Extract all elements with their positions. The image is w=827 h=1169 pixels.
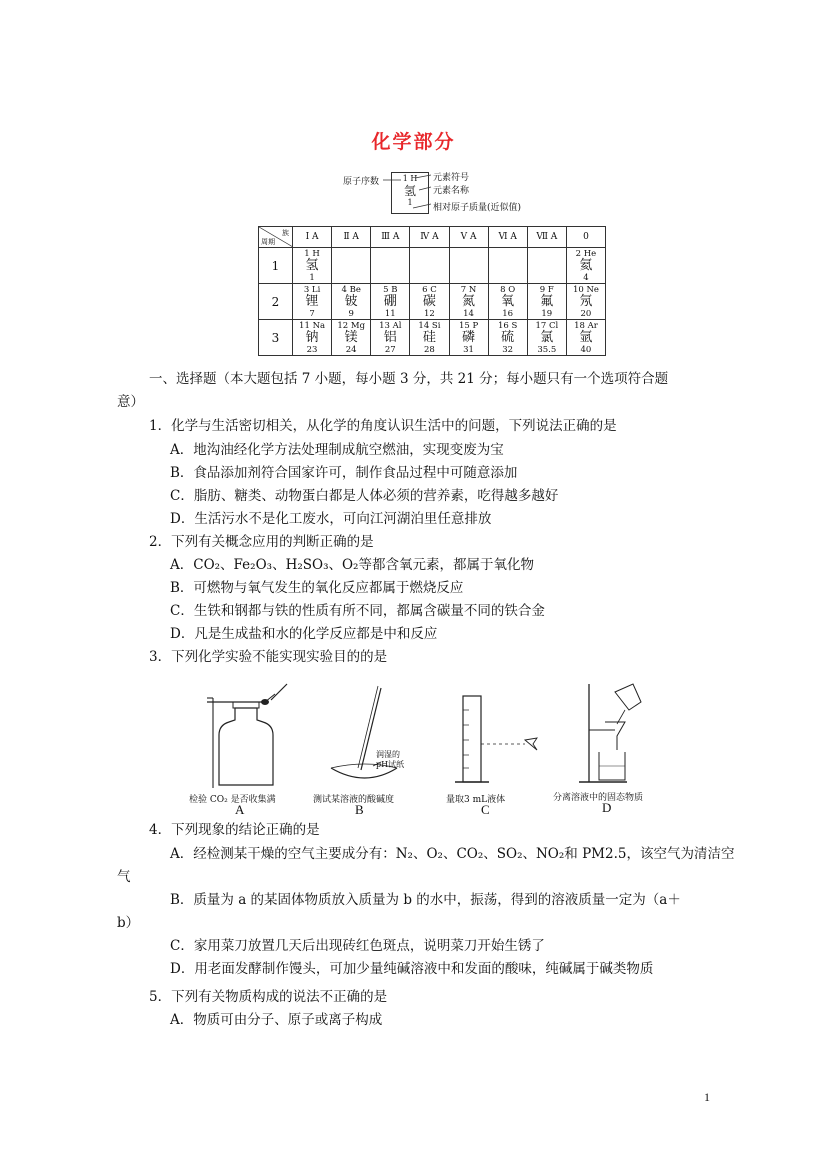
element-name: 硅 (422, 329, 436, 345)
q3-figure (185, 680, 675, 820)
element-name: 氮 (462, 293, 476, 309)
element-num: 9 F (539, 284, 554, 295)
element-cell (449, 284, 488, 320)
legend-mass-label: 相对原子质量(近似值) (433, 203, 522, 213)
period-row (259, 284, 606, 320)
ph-paper-label-2: pH试纸 (376, 760, 405, 769)
ph-paper-label-1: 润湿的 (376, 750, 400, 759)
q5-option-a: A．物质可由分子、原子或离子构成 (170, 1012, 383, 1028)
caption-a: 检验 CO₂ 是否收集满 (189, 795, 276, 805)
q1-option-b: B．食品添加剂符合国家许可，制作食品过程中可随意添加 (170, 465, 518, 481)
q4-stem: 4．下列现象的结论正确的是 (149, 822, 320, 838)
element-name: 氯 (540, 329, 554, 345)
element-name: 氦 (579, 257, 593, 273)
q4-option-a-line1: A．经检测某干燥的空气主要成分有：N₂、O₂、CO₂、SO₂、NO₂和 PM2.5，该空气为清洁空 (170, 846, 735, 862)
element-name: 氟 (540, 293, 554, 309)
element-mass: 14 (463, 308, 474, 319)
element-cell (410, 320, 449, 356)
q2-option-a: A．CO₂、Fe₂O₃、H₂SO₃、O₂等都含氧元素，都属于氧化物 (170, 557, 534, 573)
element-num: 3 Li (303, 284, 321, 295)
element-num: 12 Mg (337, 320, 366, 331)
element-name: 硼 (383, 293, 397, 309)
element-name: 氧 (501, 293, 515, 309)
group-header: Ⅲ A (371, 227, 410, 248)
element-mass: 19 (541, 308, 553, 319)
element-num: 2 He (575, 248, 597, 259)
period-row (259, 248, 606, 284)
element-name: 磷 (462, 329, 476, 345)
q4-option-b-line1: B．质量为 a 的某固体物质放入质量为 b 的水中，振荡，得到的溶液质量一定为（a＋ (170, 892, 681, 908)
element-name: 硫 (501, 329, 515, 345)
legend-sample-mass: 1 (407, 198, 413, 207)
group-header: Ⅰ A (293, 227, 332, 248)
group-header: Ⅱ A (332, 227, 371, 248)
group-header: Ⅳ A (410, 227, 449, 248)
legend-symbol-label: 元素符号 (433, 173, 470, 183)
element-cell (332, 284, 371, 320)
legend-sample-name: 氢 (403, 184, 416, 198)
element-num: 18 Ar (574, 320, 598, 331)
period-label: 3 (259, 320, 293, 356)
element-num: 16 S (498, 320, 518, 331)
table-corner (259, 227, 293, 248)
element-num: 10 Ne (572, 284, 599, 295)
element-cell (410, 248, 449, 284)
letter-a: A (235, 802, 245, 817)
element-legend (343, 170, 543, 216)
element-num: 8 O (500, 284, 516, 295)
letter-d: D (602, 800, 612, 815)
element-mass: 20 (580, 308, 592, 319)
element-cell (332, 248, 371, 284)
q1-option-d: D．生活污水不是化工废水，可向江河湖泊里任意排放 (170, 511, 492, 527)
q2-option-c: C．生铁和钢都与铁的性质有所不同，都属含碳量不同的铁合金 (170, 603, 545, 619)
corner-group-label: 族 (282, 229, 289, 237)
element-cell (527, 320, 566, 356)
q1-stem: 1．化学与生活密切相关，从化学的角度认识生活中的问题，下列说法正确的是 (149, 418, 617, 434)
element-num: 1 H (304, 248, 320, 259)
element-num: 6 C (422, 284, 437, 295)
element-num: 5 B (383, 284, 398, 295)
element-mass: 23 (306, 344, 318, 355)
caption-c: 量取3 mL液体 (446, 795, 506, 805)
element-cell (527, 248, 566, 284)
q5-stem: 5．下列有关物质构成的说法不正确的是 (149, 989, 388, 1005)
element-cell (371, 320, 410, 356)
section-heading-line2: 意） (117, 394, 144, 410)
graduated-cylinder-drawing (445, 680, 545, 790)
element-cell (527, 284, 566, 320)
element-name: 锂 (305, 293, 319, 309)
q4-option-a-line2: 气 (117, 869, 131, 885)
element-cell (488, 320, 527, 356)
element-cell (488, 248, 527, 284)
element-num: 4 Be (341, 284, 361, 295)
q1-option-c: C．脂肪、糖类、动物蛋白都是人体必须的营养素，吃得越多越好 (170, 488, 559, 504)
legend-left-label: 原子序数 (343, 177, 380, 187)
element-mass: 40 (580, 344, 592, 355)
element-name: 钠 (305, 329, 319, 345)
period-row (259, 320, 606, 356)
element-name: 铝 (383, 329, 397, 345)
element-name: 碳 (422, 293, 436, 309)
q2-stem: 2．下列有关概念应用的判断正确的是 (149, 534, 374, 550)
element-mass: 31 (463, 344, 474, 355)
period-label: 1 (259, 248, 293, 284)
element-cell (488, 284, 527, 320)
period-label: 2 (259, 284, 293, 320)
element-cell (371, 284, 410, 320)
q3-stem: 3．下列化学实验不能实现实验目的的是 (149, 649, 388, 665)
filtration-drawing (575, 680, 685, 790)
element-name: 氖 (579, 293, 593, 309)
element-num: 17 Cl (535, 320, 559, 331)
element-name: 铍 (344, 293, 358, 309)
element-mass: 16 (502, 308, 514, 319)
element-mass: 27 (384, 344, 396, 355)
element-mass: 35.5 (537, 344, 557, 355)
element-name: 镁 (344, 329, 358, 345)
element-cell (293, 248, 332, 284)
q2-option-b: B．可燃物与氧气发生的氧化反应都属于燃烧反应 (170, 580, 464, 596)
corner-period-label: 周期 (261, 238, 275, 246)
page-number: 1 (704, 1090, 710, 1104)
element-mass: 4 (583, 272, 589, 283)
element-mass: 1 (309, 272, 315, 283)
gas-bottle-drawing (205, 680, 295, 790)
element-cell (566, 284, 605, 320)
q1-option-a: A．地沟油经化学方法处理制成航空燃油，实现变废为宝 (170, 442, 504, 458)
element-mass: 32 (502, 344, 514, 355)
element-mass: 11 (384, 308, 396, 319)
q4-option-c: C．家用菜刀放置几天后出现砖红色斑点，说明菜刀开始生锈了 (170, 938, 545, 954)
element-mass: 28 (424, 344, 435, 355)
element-mass: 7 (309, 308, 315, 319)
table-header-row (259, 227, 606, 248)
element-cell (449, 320, 488, 356)
element-num: 11 Na (299, 320, 326, 331)
letter-c: C (481, 802, 490, 817)
element-mass: 24 (345, 344, 357, 355)
letter-b: B (355, 802, 364, 817)
element-mass: 12 (424, 308, 435, 319)
q4-option-d: D．用老面发酵制作馒头，可加少量纯碱溶液中和发面的酸味，纯碱属于碱类物质 (170, 961, 654, 977)
q2-option-d: D．凡是生成盐和水的化学反应都是中和反应 (170, 626, 438, 642)
element-num: 15 P (458, 320, 479, 331)
ph-test-drawing (325, 680, 435, 790)
element-cell (293, 320, 332, 356)
group-header: Ⅶ A (527, 227, 566, 248)
element-name: 氢 (305, 257, 319, 273)
group-header: Ⅴ A (449, 227, 488, 248)
page-title: 化学部分 (371, 131, 456, 153)
caption-b: 测试某溶液的酸碱度 (313, 795, 395, 805)
element-num: 13 Al (379, 320, 402, 331)
element-num: 7 N (460, 284, 477, 295)
element-cell (371, 248, 410, 284)
group-header: Ⅵ A (488, 227, 527, 248)
element-cell (332, 320, 371, 356)
element-cell (449, 248, 488, 284)
section-heading-line1: 一、选择题（本大题包括 7 小题，每小题 3 分，共 21 分；每小题只有一个选项符合题 (149, 371, 669, 387)
group-header: 0 (566, 227, 605, 248)
element-cell (566, 248, 605, 284)
legend-name-label: 元素名称 (433, 186, 470, 196)
legend-sample-symbol: 1 H (402, 174, 418, 183)
caption-d: 分离溶液中的固态物质 (553, 793, 644, 803)
q4-option-b-line2: b） (117, 915, 140, 931)
element-cell (410, 284, 449, 320)
element-cell (566, 320, 605, 356)
element-num: 14 Si (418, 320, 441, 331)
element-mass: 9 (348, 308, 354, 319)
periodic-table (258, 226, 606, 356)
element-cell (293, 284, 332, 320)
element-name: 氩 (579, 329, 593, 345)
